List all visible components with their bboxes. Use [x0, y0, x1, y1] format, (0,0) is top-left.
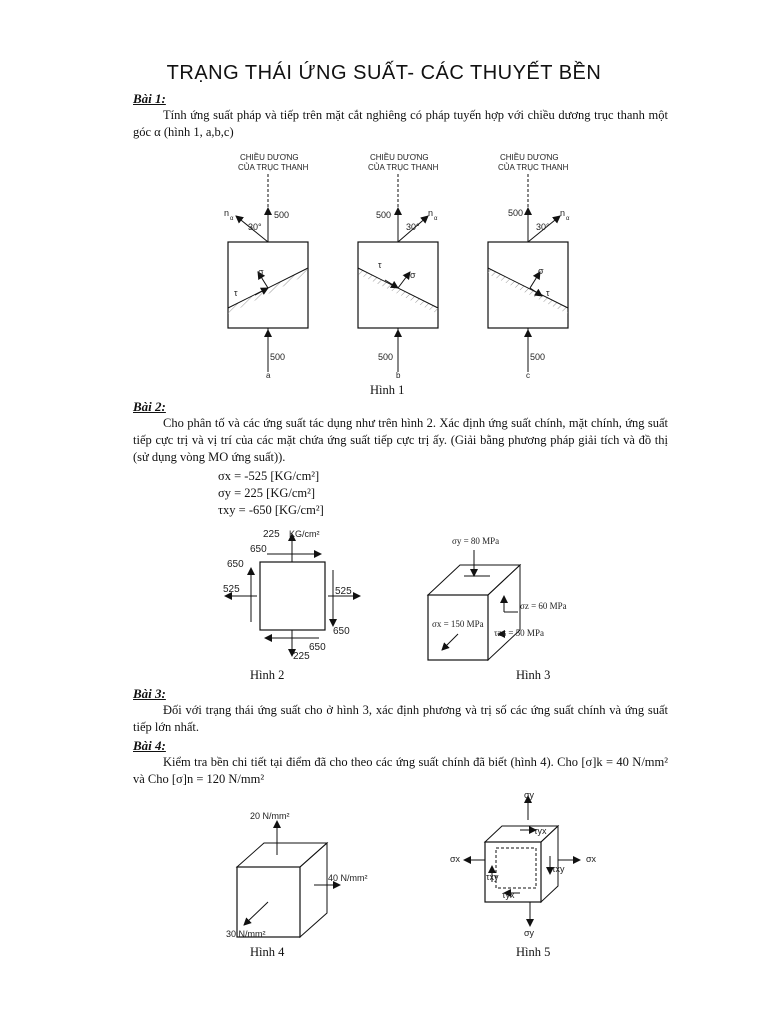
svg-text:650: 650 — [309, 642, 326, 653]
fig5-sigma-y: σy — [524, 790, 535, 800]
fig4-bottom-value: 30 N/mm² — [226, 929, 266, 939]
svg-text:σ: σ — [410, 270, 416, 280]
figure-3 — [420, 530, 600, 665]
svg-text:500: 500 — [376, 210, 392, 220]
svg-text:τ: τ — [378, 260, 382, 270]
bai3-heading: Bài 3: — [133, 686, 166, 701]
svg-text:650: 650 — [250, 544, 267, 555]
svg-text:500: 500 — [378, 352, 394, 362]
bai1-text: Tính ứng suất pháp và tiếp trên mặt cắt nghiêng có pháp tuyến hợp với chiều dương trục thanh một góc α (hình 1, a,b,c) — [133, 108, 668, 139]
svg-text:τyx: τyx — [534, 826, 547, 836]
svg-text:σ: σ — [258, 267, 264, 277]
sigma-y-value: σy = 225 [KG/cm²] — [218, 486, 316, 500]
svg-text:σ: σ — [538, 266, 544, 276]
figure-5 — [440, 790, 610, 940]
svg-text:650: 650 — [227, 559, 244, 570]
fig2-top-value: 225 — [263, 529, 280, 540]
figure-4-caption: Hình 4 — [250, 945, 285, 959]
svg-text:n: n — [560, 208, 566, 218]
figure-4 — [222, 805, 392, 940]
svg-text:650: 650 — [333, 626, 350, 637]
sub-c: c — [526, 371, 530, 380]
figure-2-caption: Hình 2 — [250, 668, 285, 682]
tau-xy-value: τxy = -650 [KG/cm²] — [218, 503, 324, 517]
svg-text:τ: τ — [234, 288, 238, 298]
svg-text:500: 500 — [508, 208, 524, 218]
bai3-text: Đối với trạng thái ứng suất cho ở hình 3, xác định phương và trị số các ứng suất chính và ứng suất tiếp lớn nhất. — [133, 703, 668, 734]
figure-5-caption: Hình 5 — [516, 945, 551, 959]
svg-text:30°: 30° — [536, 222, 550, 232]
svg-text:30°: 30° — [406, 222, 420, 232]
fig2-unit: KG/cm² — [289, 529, 320, 539]
bai2-text: Cho phân tố và các ứng suất tác dụng như trên hình 2. Xác định ứng suất chính, mặt chính, ứng suất tiếp cực trị và vị trí của các mặt chứa ứng suất tiếp cực trị ấy. (Giải bằng phương pháp giải tích và đồ thị (sử dụng vòng MO ứng suất)). — [133, 416, 668, 464]
sub-a: a — [266, 371, 271, 380]
svg-text:σy: σy — [524, 928, 535, 938]
fig4-top-value: 20 N/mm² — [250, 811, 290, 821]
fig5-sigma-x: σx — [450, 854, 461, 864]
svg-text:α: α — [566, 216, 570, 222]
svg-text:τyx: τyx — [502, 890, 515, 900]
figure-3-caption: Hình 3 — [516, 668, 551, 682]
svg-text:α: α — [230, 216, 234, 222]
svg-text:τxy: τxy — [486, 872, 499, 882]
angle-label: 30° — [248, 222, 262, 232]
fig3-tau-zx: τzx = 50 MPa — [494, 628, 544, 638]
svg-text:CỦA TRỤC THANH: CỦA TRỤC THANH — [368, 163, 439, 172]
sub-b: b — [396, 371, 401, 380]
axis-label: CHIỀU DƯƠNG — [240, 153, 299, 162]
svg-text:α: α — [434, 216, 438, 222]
figure-1a — [224, 152, 309, 380]
svg-text:500: 500 — [270, 352, 286, 362]
fig4-right-value: 40 N/mm² — [328, 873, 368, 883]
bai4-text: Kiểm tra bền chi tiết tại điểm đã cho theo các ứng suất chính đã biết (hình 4). Cho [σ]k = 40 N/mm² và Cho [σ]n = 120 N/mm² — [133, 755, 668, 786]
svg-text:σx: σx — [586, 854, 597, 864]
bai4-heading: Bài 4: — [133, 738, 166, 753]
page-title: TRẠNG THÁI ỨNG SUẤT- CÁC THUYẾT BỀN — [166, 62, 602, 84]
fig3-sigma-x: σx = 150 MPa — [432, 619, 484, 629]
fig3-sigma-y: σy = 80 MPa — [452, 536, 500, 546]
axis-label: CỦA TRỤC THANH — [238, 163, 309, 172]
bai1-heading: Bài 1: — [133, 91, 166, 106]
figure-1-caption: Hình 1 — [370, 383, 405, 397]
bai2-heading: Bài 2: — [133, 399, 166, 414]
sigma-x-value: σx = -525 [KG/cm²] — [218, 469, 320, 483]
svg-text:525: 525 — [223, 584, 240, 595]
figure-2 — [215, 522, 365, 662]
figure-1 — [200, 150, 600, 380]
figure-1c — [488, 152, 570, 380]
svg-text:τ: τ — [546, 288, 550, 298]
svg-text:n: n — [428, 208, 434, 218]
fig2-bottom-value: 225 — [293, 651, 310, 662]
load-label: 500 — [274, 210, 290, 220]
svg-text:CỦA TRỤC THANH: CỦA TRỤC THANH — [498, 163, 569, 172]
svg-text:500: 500 — [530, 352, 546, 362]
svg-text:CHIỀU DƯƠNG: CHIỀU DƯƠNG — [500, 153, 559, 162]
figure-1b — [358, 152, 439, 380]
svg-text:CHIỀU DƯƠNG: CHIỀU DƯƠNG — [370, 153, 429, 162]
svg-text:τxy: τxy — [552, 864, 565, 874]
svg-text:525: 525 — [335, 586, 352, 597]
n-label: n — [224, 208, 230, 218]
fig3-sigma-z: σz = 60 MPa — [520, 601, 567, 611]
